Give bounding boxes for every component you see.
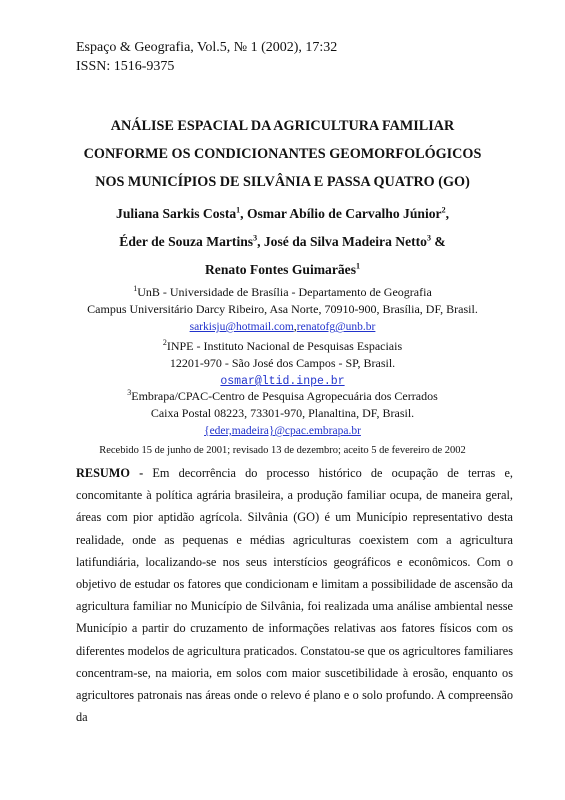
affiliation-1-line-2: Campus Universitário Darcy Ribeiro, Asa Norte, 70910-900, Brasília, DF, Brasil. <box>87 302 478 316</box>
title-line-2: CONFORME OS CONDICIONANTES GEOMORFOLÓGICOS <box>83 146 482 162</box>
author-affiliation-mark: 1 <box>356 261 361 271</box>
author-ampersand: & <box>430 234 446 249</box>
email-link[interactable]: {eder,madeira}@cpac.embrapa.br <box>204 425 361 437</box>
author-affiliation-mark: 3 <box>426 233 431 243</box>
author-name: Renato Fontes Guimarães <box>204 262 357 277</box>
journal-citation: Espaço & Geografia, Vol.5, № 1 (2002), 17:32 <box>76 40 338 55</box>
title-line-1: ANÁLISE ESPACIAL DA AGRICULTURA FAMILIAR <box>110 118 455 134</box>
affiliation-mark: 1 <box>133 284 138 293</box>
author-separator: , <box>445 206 449 221</box>
authors-line-2 <box>40 228 525 256</box>
affiliation-3-line-2: Caixa Postal 08223, 73301-970, Planaltina, DF, Brasil. <box>150 406 415 420</box>
affiliation-3 <box>40 388 525 440</box>
author-separator: , <box>257 234 264 249</box>
journal-issn: ISSN: 1516-9375 <box>76 59 175 74</box>
author-list <box>40 200 525 284</box>
affiliation-mark: 2 <box>162 338 167 347</box>
author-affiliation-mark: 3 <box>253 233 258 243</box>
authors-line-3 <box>40 256 525 284</box>
email-link[interactable]: osmar@ltid.inpe.br <box>220 375 345 388</box>
email-link[interactable]: renatofg@unb.br <box>296 321 376 333</box>
author-affiliation-mark: 2 <box>441 205 446 215</box>
abstract <box>76 462 513 728</box>
paper-title <box>40 112 525 196</box>
author-name: Éder de Souza Martins <box>119 234 254 249</box>
submission-dates: Recebido 15 de junho de 2001; revisado 13 de dezembro; aceito 5 de fevereiro de 2002 <box>99 445 466 456</box>
author-name: Osmar Abílio de Carvalho Júnior <box>246 206 442 221</box>
abstract-label: RESUMO - <box>76 466 153 480</box>
author-separator: , <box>240 206 247 221</box>
authors-line-1 <box>40 200 525 228</box>
affiliation-3-line-1: $^3$Embrapa/CPAC-Centro de Pesquisa Agropecuária dos Cerrados <box>127 388 438 403</box>
email-link[interactable]: sarkisju@hotmail.com <box>189 321 294 333</box>
affiliation-2-line-2: 12201-970 - São José dos Campos - SP, Brasil. <box>169 356 396 370</box>
affiliation-2 <box>40 338 525 390</box>
author-name: Juliana Sarkis Costa <box>116 206 237 221</box>
affiliation-1-emails: sarkisju@hotmail.com,renatofg@unb.br <box>189 319 376 333</box>
abstract-text: Em decorrência do processo histórico de ocupação de terras e, concomitante à política agrária brasileira, a produção familiar ocupa, de maneira geral, áreas com pior aptidão agrícola. Silvânia (GO) é um Município representativo desta realidade, onde as pequenas e médias agriculturas coexistem com a agricultura latifundiária, localizando-se nos seus interstícios geográficos e econômicos. Com o objetivo de estudar os fatores que condicionam e limitam a possibilidade de ascensão da agricultura familiar no Município de Silvânia, foi realizada uma análise ambiental nesse Município a partir do cruzamento de informações relativas aos fatores físicos com os diferentes modelos de agricultura praticados. Constatou-se que os agricultores familiares concentram-se, na maioria, em solos com maior suscetibilidade à erosão, enquanto os agricultores patronais nas áreas onde o relevo é plano e o solo profundo. A compreensão da <box>76 466 513 725</box>
title-line-3: NOS MUNICÍPIOS DE SILVÂNIA E PASSA QUATRO (GO) <box>95 174 470 190</box>
author-affiliation-mark: 1 <box>236 205 241 215</box>
affiliation-1-line-1: $^1$UnB - Universidade de Brasília - Departamento de Geografia <box>133 284 432 299</box>
affiliation-mark: 3 <box>127 388 132 397</box>
affiliation-1 <box>40 284 525 336</box>
author-name: José da Silva Madeira Netto <box>263 234 427 249</box>
journal-header <box>76 38 337 76</box>
affiliation-3-email <box>40 422 525 440</box>
affiliation-2-line-1: $^2$INPE - Instituto Nacional de Pesquisas Espaciais <box>162 338 403 353</box>
